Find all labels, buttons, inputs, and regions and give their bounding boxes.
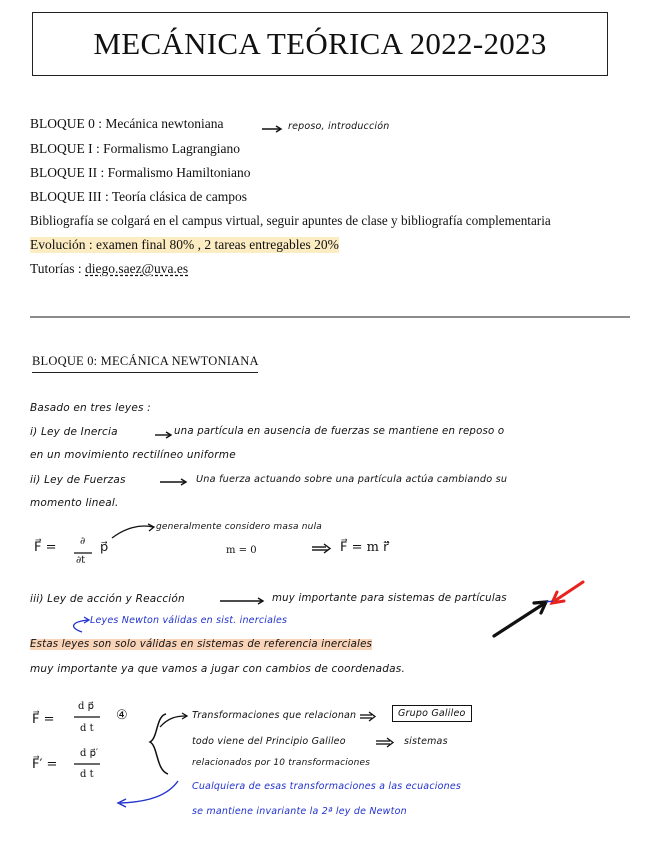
accion-arrow [220, 598, 263, 604]
masa-note: generalmente considero masa nula [156, 522, 322, 532]
eq3-numerator: d p⃗′ [80, 748, 99, 759]
eq2-denominator: d t [80, 723, 94, 734]
tutorias-label: Tutorías : [30, 261, 86, 276]
ley3-text: muy importante para sistemas de partículas [272, 593, 507, 604]
section-heading: BLOQUE 0: MECÁNICA NEWTONIANA [32, 354, 259, 368]
eq1-denominator: ∂t [76, 555, 86, 566]
principio-line: todo viene del Principio Galileo [192, 736, 346, 747]
transf-line: Transformaciones que relacionan [192, 710, 357, 721]
diez-transf-line: relacionados por 10 transformaciones [192, 758, 371, 768]
ley3-title: iii) Ley de acción y Reacción [30, 593, 185, 605]
bloque-0-line: BLOQUE 0 : Mecánica newtoniana [30, 116, 224, 131]
bloque-3-line: BLOQUE III : Teoría clásica de campos [30, 189, 247, 204]
ley1-title: i) Ley de Inercia [30, 426, 118, 438]
invariante-line: se mantiene invariante la 2ª ley de Newton [192, 806, 407, 817]
eq2-tag: ④ [116, 708, 128, 723]
sistemas-word: sistemas [404, 736, 448, 747]
implies-arrow [312, 544, 330, 553]
eq3-lhs: F⃗′ = [32, 757, 58, 772]
bibliografia-line: Bibliografía se colgará en el campus virtual, seguir apuntes de clase y bibliografía complementaria [30, 213, 551, 228]
implies-grupo-arrow [360, 712, 375, 721]
eq1-mass-zero: m = 0 [226, 545, 257, 556]
ley2-title: ii) Ley de Fuerzas [30, 474, 126, 486]
masa-note-arrow [112, 524, 154, 538]
newton-note-arrow [74, 617, 89, 632]
page-title: MECÁNICA TEÓRICA 2022-2023 [93, 26, 547, 61]
reaction-arrow-red [552, 582, 583, 603]
tutorias-email[interactable]: diego.saez@uva.es [85, 261, 189, 276]
eq1-numerator: ∂ [80, 536, 86, 547]
evaluacion-line: Evolución : examen final 80% , 2 tareas entregables 20% [30, 237, 339, 252]
reaction-arrow-black [494, 602, 546, 636]
bloque0-arrow [262, 126, 281, 132]
ley2-text-cont: momento lineal. [30, 497, 119, 509]
bloque-2-line: BLOQUE II : Formalismo Hamiltoniano [30, 165, 251, 180]
fraction-bars-eq2 [74, 717, 100, 764]
implies-sistemas-arrow [376, 738, 393, 747]
eq1-lhs: F⃗ = [34, 540, 57, 555]
ley1-text: una partícula en ausencia de fuerzas se mantiene en reposo o [174, 426, 505, 437]
bloque-0-note: reposo, introducción [288, 121, 390, 132]
bloque-1-line: BLOQUE I : Formalismo Lagrangiano [30, 141, 240, 156]
inercia-arrow [155, 432, 171, 438]
eq2-numerator: d p⃗ [78, 701, 94, 712]
grupo-galileo-box: Grupo Galileo [392, 705, 472, 722]
eq1-momentum: p⃗ [100, 540, 109, 555]
cualquiera-line: Cualquiera de esas transformaciones a las ecuaciones [192, 781, 462, 792]
newton-note: Leyes Newton válidas en sist. inerciales [90, 615, 288, 626]
eq3-denominator: d t [80, 769, 94, 780]
ley2-text: Una fuerza actuando sobre una partícula actúa cambiando su [196, 474, 508, 485]
brace [150, 714, 168, 774]
invariance-arrow-blue [118, 781, 178, 807]
ley1-text-cont: en un movimiento rectilíneo uniforme [30, 449, 236, 461]
importante-line: muy importante ya que vamos a jugar con cambios de coordenadas. [30, 663, 405, 675]
eq2-lhs: F⃗ = [32, 712, 55, 727]
eq1-rhs: F⃗ = m r̈⃗ [340, 540, 389, 555]
fuerzas-arrow [160, 479, 186, 485]
validas-line: Estas leyes son solo válidas en sistemas de referencia inerciales [30, 639, 373, 650]
basado-line: Basado en tres leyes : [30, 402, 151, 414]
